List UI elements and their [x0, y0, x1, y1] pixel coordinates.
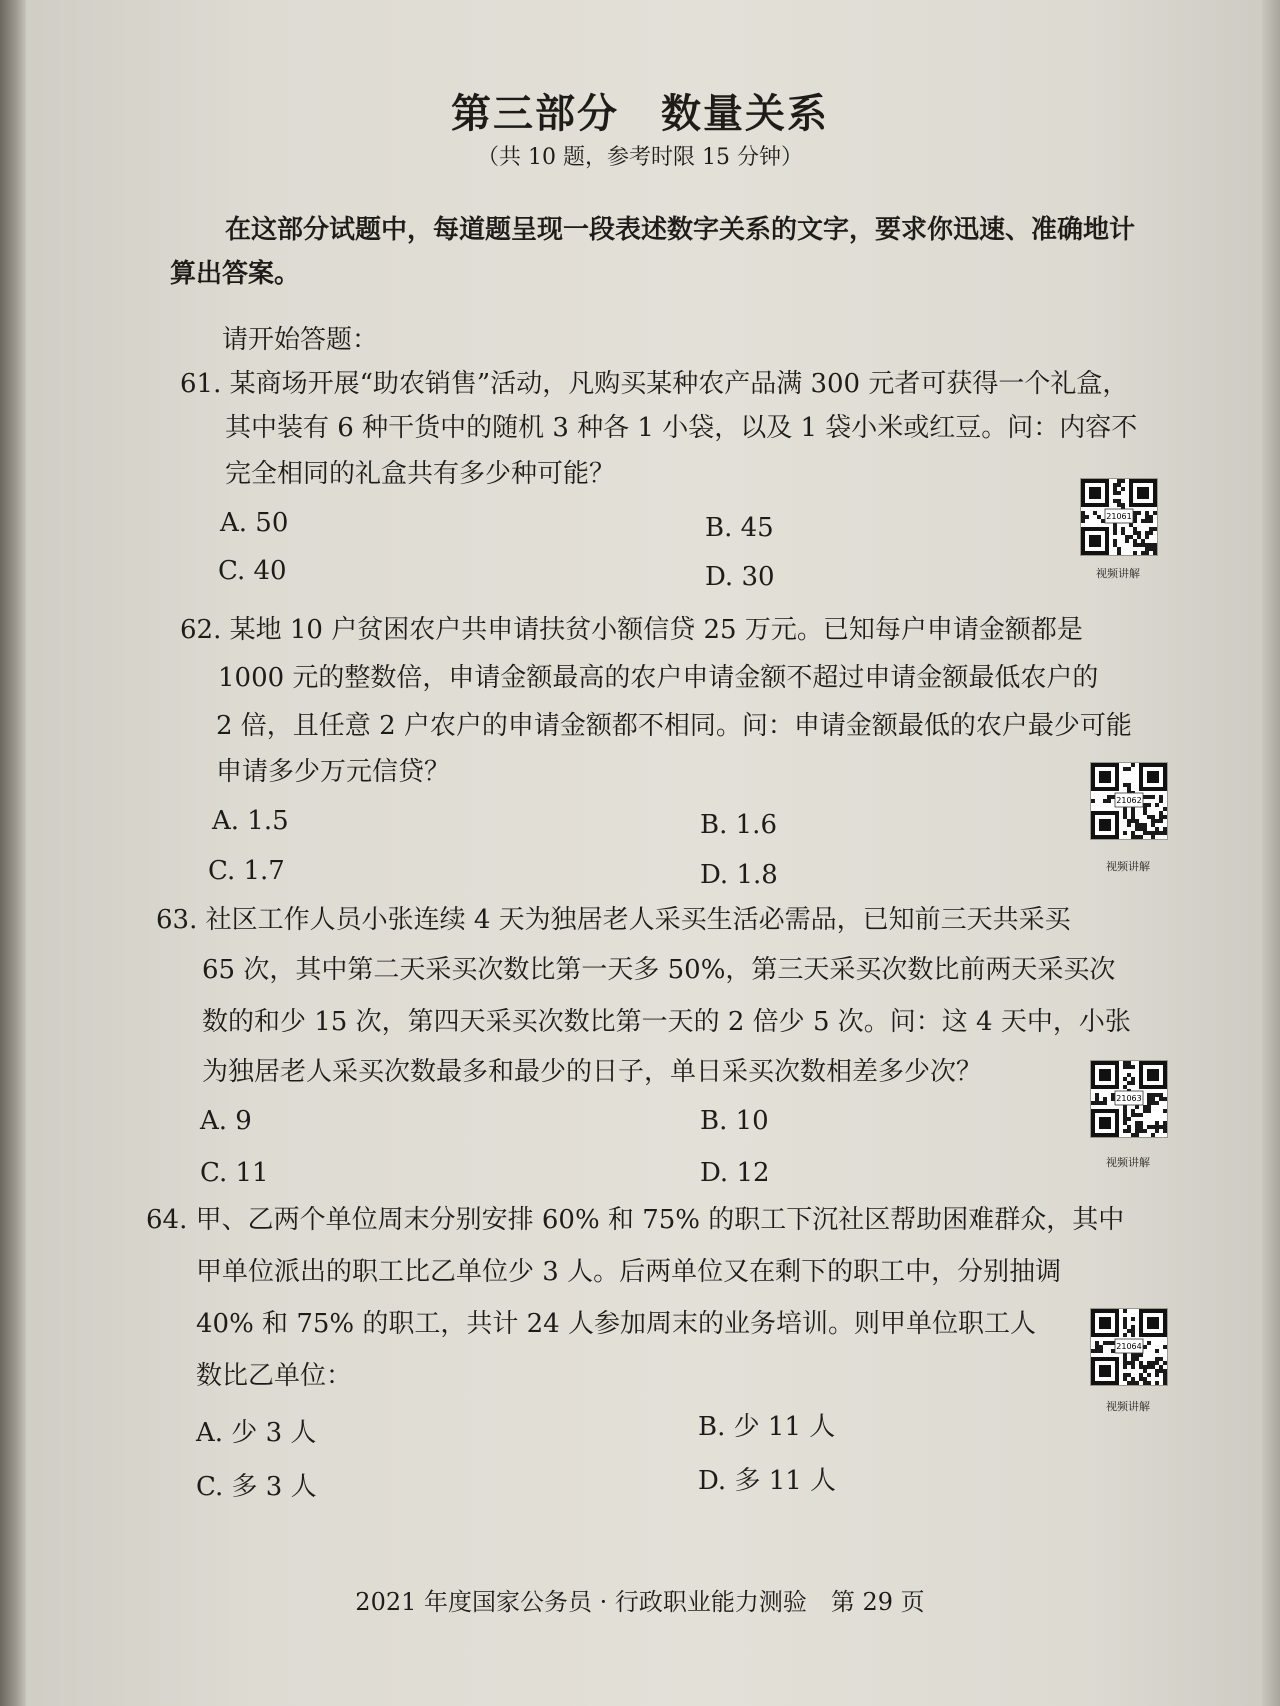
question-63-line-2: 65 次，其中第二天采买次数比第一天多 50%，第三天采买次数比前两天采买次 — [202, 955, 1116, 985]
question-62-line-2: 1000 元的整数倍，申请金额最高的农户申请金额不超过申请金额最低农户的 — [218, 663, 1099, 693]
question-63-line-4: 为独居老人采买次数最多和最少的日子，单日采买次数相差多少次？ — [202, 1057, 983, 1087]
book-spine — [0, 0, 26, 1706]
page-edge — [1262, 0, 1280, 1706]
qr-code-64-icon[interactable] — [1090, 1308, 1168, 1386]
option-61-d: D. 30 — [705, 562, 775, 592]
option-63-d: D. 12 — [700, 1158, 770, 1188]
option-61-a: A. 50 — [220, 508, 289, 538]
section-subtitle: （共 10 题，参考时限 15 分钟） — [477, 145, 803, 170]
question-61-line-2: 其中装有 6 种干货中的随机 3 种各 1 小袋，以及 1 袋小米或红豆。问：内容不 — [225, 413, 1138, 443]
option-64-a: A. 少 3 人 — [196, 1418, 317, 1448]
qr-caption-61: 视频讲解 — [1096, 567, 1140, 580]
qr-code-61-icon[interactable] — [1080, 478, 1158, 556]
option-63-a: A. 9 — [200, 1106, 252, 1136]
qr-code-label: 21063 — [1116, 1094, 1142, 1103]
question-64-line-2: 甲单位派出的职工比乙单位少 3 人。后两单位又在剩下的职工中，分别抽调 — [196, 1257, 1062, 1287]
question-64-line-1: 64. 甲、乙两个单位周末分别安排 60% 和 75% 的职工下沉社区帮助困难群众，其中 — [146, 1205, 1125, 1235]
qr-code-label: 21062 — [1116, 796, 1142, 805]
option-63-b: B. 10 — [700, 1106, 769, 1136]
section-title: 第三部分 数量关系 — [451, 90, 829, 137]
question-61-line-3: 完全相同的礼盒共有多少种可能？ — [225, 459, 616, 489]
qr-code-62-icon[interactable] — [1090, 762, 1168, 840]
option-61-c: C. 40 — [218, 556, 287, 586]
intro-line-1: 在这部分试题中，每道题呈现一段表述数字关系的文字，要求你迅速、准确地计 — [225, 215, 1136, 245]
option-64-b: B. 少 11 人 — [698, 1412, 836, 1442]
option-62-d: D. 1.8 — [700, 860, 778, 890]
qr-code-label: 21061 — [1106, 512, 1132, 521]
question-63-line-1: 63. 社区工作人员小张连续 4 天为独居老人采买生活必需品，已知前三天共采买 — [156, 905, 1071, 935]
page-footer: 2021 年度国家公务员 · 行政职业能力测验 第 29 页 — [355, 1588, 925, 1616]
question-61-line-1: 61. 某商场开展“助农销售”活动，凡购买某种农产品满 300 元者可获得一个礼盒， — [180, 369, 1129, 399]
qr-code-label: 21064 — [1116, 1342, 1142, 1351]
option-61-b: B. 45 — [705, 513, 774, 543]
qr-caption-62: 视频讲解 — [1106, 860, 1150, 873]
option-62-b: B. 1.6 — [700, 810, 777, 840]
start-prompt: 请开始答题： — [222, 325, 379, 355]
option-64-d: D. 多 11 人 — [698, 1466, 837, 1496]
option-62-a: A. 1.5 — [212, 806, 289, 836]
question-62-line-3: 2 倍，且任意 2 户农户的申请金额都不相同。问：申请金额最低的农户最少可能 — [216, 711, 1132, 741]
option-64-c: C. 多 3 人 — [196, 1472, 317, 1502]
option-62-c: C. 1.7 — [208, 856, 285, 886]
qr-caption-63: 视频讲解 — [1106, 1156, 1150, 1169]
intro-line-2: 算出答案。 — [170, 259, 301, 289]
qr-code-63-icon[interactable] — [1090, 1060, 1168, 1138]
question-62-line-1: 62. 某地 10 户贫困农户共申请扶贫小额信贷 25 万元。已知每户申请金额都是 — [180, 615, 1083, 645]
question-64-line-4: 数比乙单位： — [196, 1361, 353, 1391]
question-63-line-3: 数的和少 15 次，第四天采买次数比第一天的 2 倍少 5 次。问：这 4 天中，小张 — [202, 1007, 1131, 1037]
question-62-line-4: 申请多少万元信贷？ — [216, 757, 451, 787]
qr-caption-64: 视频讲解 — [1106, 1400, 1150, 1413]
question-64-line-3: 40% 和 75% 的职工，共计 24 人参加周末的业务培训。则甲单位职工人 — [196, 1309, 1036, 1339]
option-63-c: C. 11 — [200, 1158, 269, 1188]
